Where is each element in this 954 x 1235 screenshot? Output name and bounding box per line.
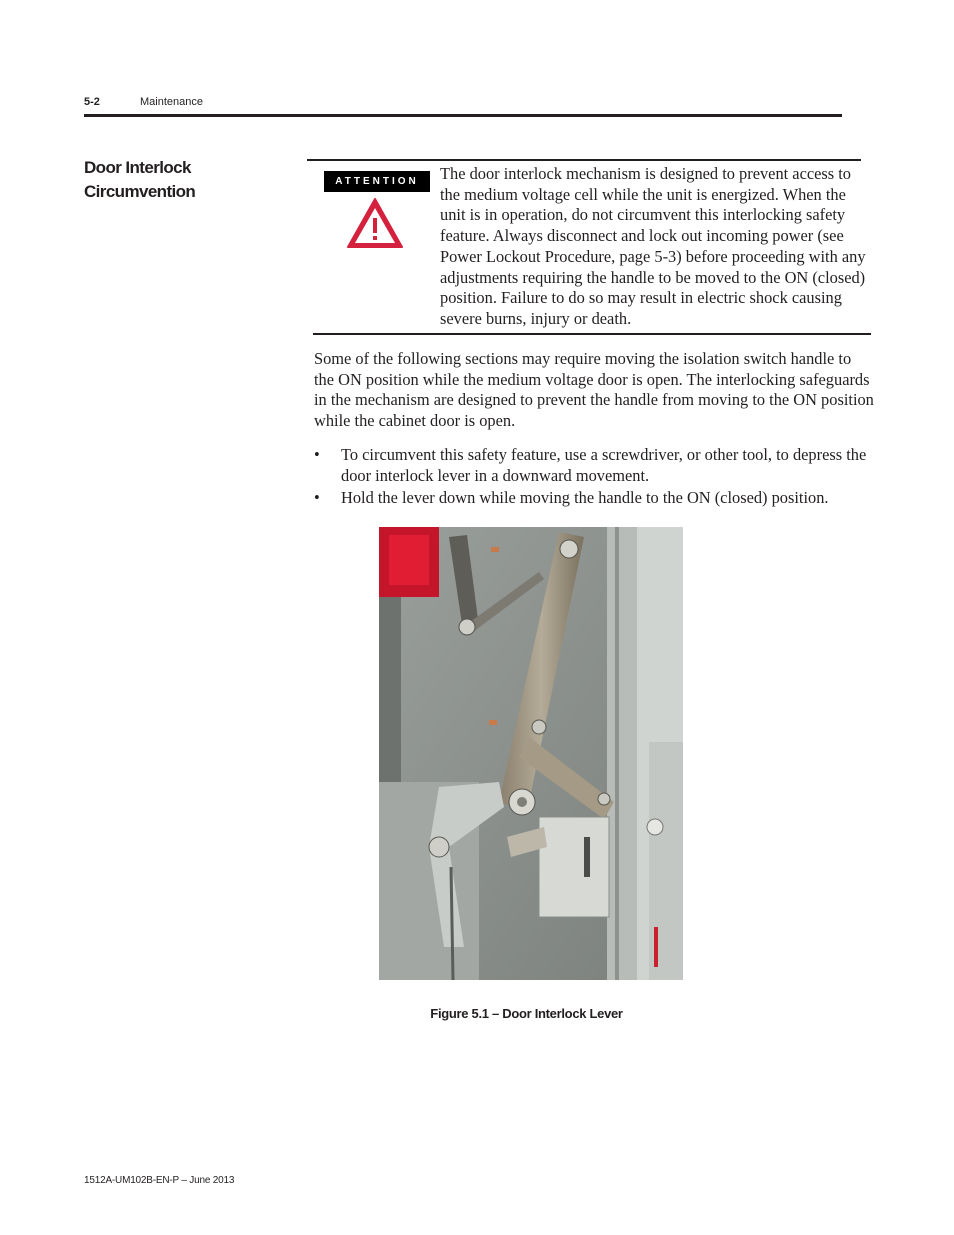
attention-badge: ATTENTION xyxy=(324,171,430,192)
bullet-marker: • xyxy=(314,488,320,507)
section-heading xyxy=(84,156,284,204)
header-page-number: 5-2 xyxy=(84,96,100,108)
section-heading-line2: Circumvention xyxy=(84,182,196,201)
figure-caption: Figure 5.1 – Door Interlock Lever xyxy=(430,1006,623,1021)
attention-bottom-rule xyxy=(313,333,871,335)
section-heading-line1: Door Interlock xyxy=(84,158,191,177)
bullet-list xyxy=(314,444,874,509)
door-interlock-lever-photo xyxy=(379,527,683,980)
header-rule xyxy=(84,114,842,117)
warning-triangle-icon xyxy=(346,197,404,249)
footer-publication: 1512A-UM102B-EN-P – June 2013 xyxy=(84,1175,235,1186)
bullet-text: Hold the lever down while moving the handle to the ON (closed) position. xyxy=(341,488,829,507)
body-paragraph: Some of the following sections may require moving the isolation switch handle to the ON position while the medium voltage door is open. The interlocking safeguards in the mechanism are designed to prevent the handle from moving to the ON position while the cabinet door is open. xyxy=(314,349,874,431)
attention-text: The door interlock mechanism is designed to prevent access to the medium voltage cell while the unit is energized. When the unit is in operation, do not circumvent this interlocking safety feature. Always disconnect and lock out incoming power (see Power Lockout Procedure, page 5-3) before proceeding with any adjustments requiring the handle to be moved to the ON (closed) position. Failure to do so may result in electric shock causing severe burns, injury or death. xyxy=(440,164,866,328)
bullet-item xyxy=(314,444,874,486)
header-section-title: Maintenance xyxy=(140,96,203,108)
bullet-marker: • xyxy=(314,445,320,464)
photo-illustration xyxy=(379,527,683,980)
attention-top-rule xyxy=(307,159,861,161)
bullet-text: To circumvent this safety feature, use a screwdriver, or other tool, to depress the door interlock lever in a downward movement. xyxy=(341,445,867,485)
bullet-item xyxy=(314,487,874,508)
